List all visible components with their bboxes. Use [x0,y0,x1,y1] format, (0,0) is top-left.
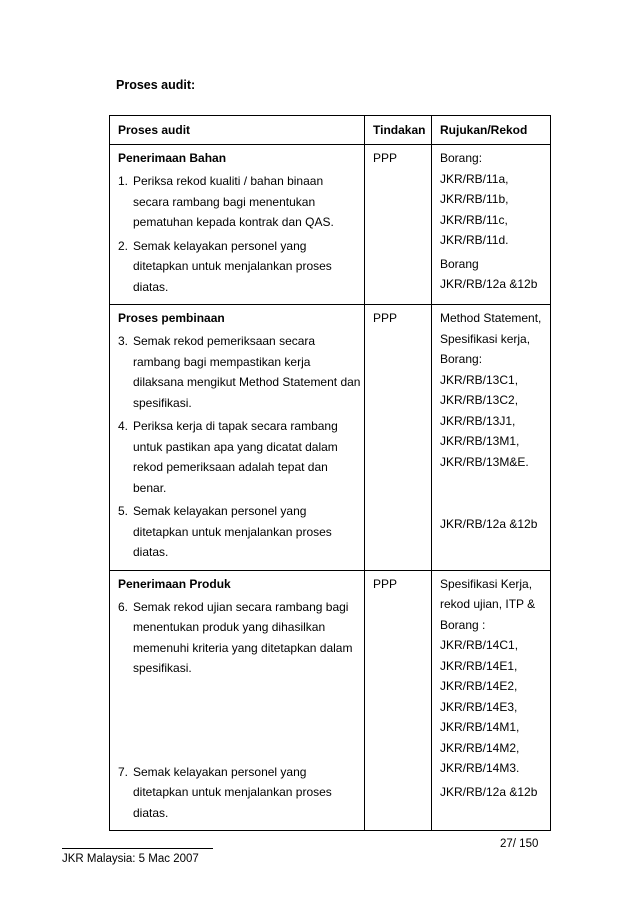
reference-line: Borang [440,256,479,271]
reference-cell [432,145,551,305]
reference-line: JKR/RB/13C1, [440,372,519,387]
item-number: 4. [118,419,129,433]
reference-line: JKR/RB/13M1, [440,434,520,448]
reference-line: JKR/RB/14E2, [440,679,518,693]
reference-line: Borang: [440,352,483,366]
item-number: 2. [118,238,129,253]
reference-line: JKR/RB/11a, [440,171,509,186]
reference-line: Borang : [440,617,486,632]
item-number: 5. [118,504,129,518]
table-row [110,305,551,571]
reference-line: JKR/RB/14E3, [440,699,518,714]
page-number: 27/ 150 [500,838,539,850]
reference-line: Method Statement, [440,311,542,325]
action-text: PPP [373,311,398,325]
table-row [110,570,551,831]
action-text: PPP [373,576,398,591]
audit-table [109,115,551,831]
action-cell [365,145,432,305]
list-item [118,171,364,233]
item-text: Semak rekod ujian secara rambang bagi menentukan produk yang dihasilkan memenuhi kriteria yang ditetapkan dalam spesifikasi. [133,599,353,675]
item-text: Periksa rekod kualiti / bahan binaan secara rambang bagi menentukan pematuhan kepada kontrak dan QAS. [133,174,334,229]
reference-line: Borang: [440,151,483,165]
reference-line: Spesifikasi kerja, [440,331,531,346]
footer-source: JKR Malaysia: 5 Mac 2007 [62,853,199,865]
reference-line: JKR/RB/11b, [440,192,509,206]
list-item [118,236,364,298]
process-cell [110,145,365,305]
process-cell [110,305,365,571]
item-text: Semak kelayakan personel yang ditetapkan untuk menjalankan proses diatas. [133,764,332,820]
list-item [118,331,364,413]
table-header-row [110,116,551,145]
process-cell [110,570,365,831]
item-number: 1. [118,174,129,188]
reference-line: Spesifikasi Kerja, [440,576,533,591]
reference-line: JKR/RB/14M3. [440,761,520,775]
footer-divider [62,848,213,849]
header-proses-audit: Proses audit [110,116,365,145]
reference-line: JKR/RB/13M&E. [440,454,529,469]
reference-line: JKR/RB/11d. [440,233,509,247]
reference-cell [432,305,551,571]
item-number: 6. [118,599,129,614]
reference-line: JKR/RB/13J1, [440,413,516,428]
item-text: Semak rekod pemeriksaan secara rambang bagi mempastikan kerja dilaksana mengikut Method Statement dan spesifikasi. [133,334,361,410]
action-cell [365,570,432,831]
header-tindakan: Tindakan [365,116,432,145]
section-title: Penerimaan Bahan [118,151,227,165]
list-item [118,762,364,824]
list-item [118,416,364,498]
item-text: Periksa kerja di tapak secara rambang untuk pastikan apa yang dicatat dalam rekod pemeriksaan adalah tepat dan benar. [133,419,338,495]
reference-line: JKR/RB/12a &12b [440,784,538,799]
action-text: PPP [373,151,398,165]
reference-line: rekod ujian, ITP & [440,597,536,611]
header-rujukan-rekod: Rujukan/Rekod [432,116,551,145]
section-heading: Proses audit: [116,78,196,92]
reference-line: JKR/RB/12a &12b [440,277,538,291]
reference-line: JKR/RB/14C1, [440,638,519,652]
reference-line: JKR/RB/12a &12b [440,517,538,531]
reference-line: JKR/RB/14M1, [440,720,520,734]
table-row [110,145,551,305]
reference-line: JKR/RB/13C2, [440,393,519,407]
section-title: Penerimaan Produk [118,576,231,591]
item-number: 7. [118,764,129,779]
section-title: Proses pembinaan [118,311,225,325]
reference-line: JKR/RB/14E1, [440,658,518,673]
reference-line: JKR/RB/14M2, [440,740,520,755]
list-item [118,597,364,679]
item-text: Semak kelayakan personel yang ditetapkan untuk menjalankan proses diatas. [133,238,332,294]
list-item [118,501,364,563]
reference-cell [432,570,551,831]
item-text: Semak kelayakan personel yang ditetapkan untuk menjalankan proses diatas. [133,504,332,559]
item-number: 3. [118,334,129,348]
reference-line: JKR/RB/11c, [440,212,508,227]
action-cell [365,305,432,571]
